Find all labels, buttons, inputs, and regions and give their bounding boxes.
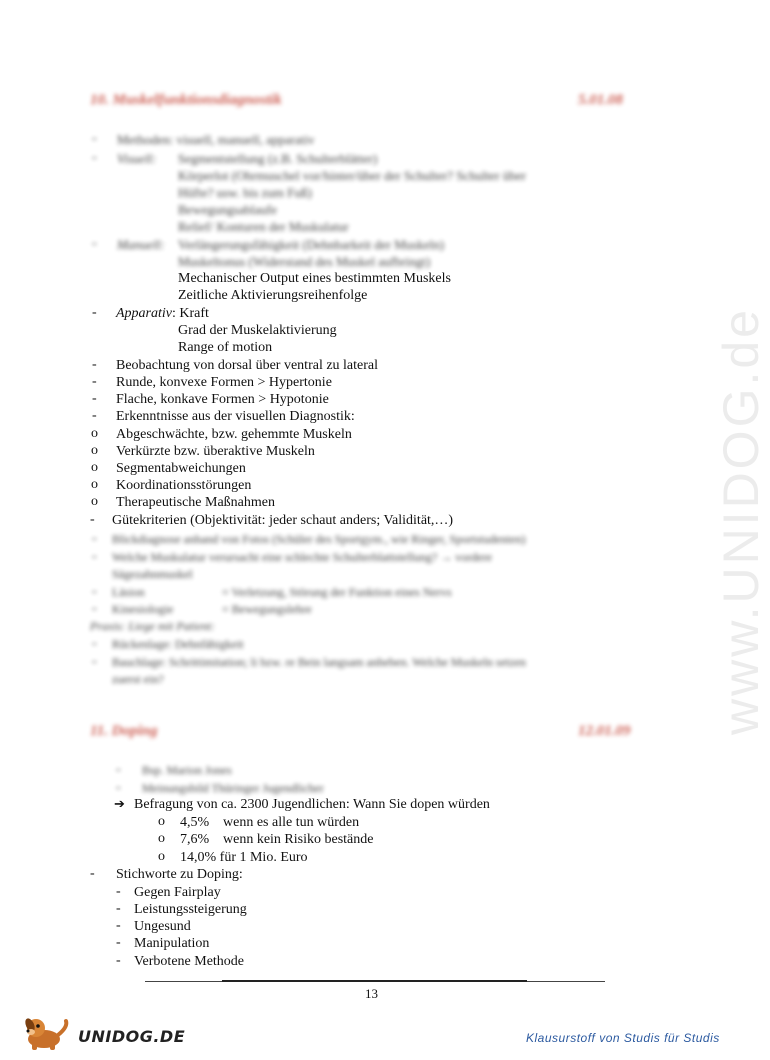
bullet-dash: - <box>92 131 97 146</box>
blurred-line: Läsion <box>112 585 145 599</box>
blurred-line: Muskeltonus (Widerstand des Muskel aufbringt) <box>178 254 431 269</box>
text-line: Zeitliche Aktivierungsreihenfolge <box>178 288 368 303</box>
text-line: wenn kein Risiko bestände <box>223 832 374 847</box>
bullet-dash: - <box>92 391 97 406</box>
text-line: Runde, konvexe Formen > Hypertonie <box>116 375 332 390</box>
bullet-dash: - <box>116 762 121 777</box>
blurred-line: Welche Muskulatur verursacht eine schlechte Schulterblattstellung? → vordere <box>112 550 492 564</box>
bullet-dash: - <box>116 780 121 795</box>
blurred-line: Blickdiagnose anhand von Fotos (Schüler des Sportgym., wie Ringer, Sportstudenten) <box>112 532 526 546</box>
bullet-dash: - <box>92 531 97 546</box>
arrow-icon: ➔ <box>114 796 125 811</box>
section-10-title: 10. Muskelfunktionsdiagnostik <box>90 92 282 108</box>
blurred-line: Visuell: <box>117 151 157 166</box>
text-line: Verbotene Methode <box>134 954 245 969</box>
dog-icon <box>22 1015 78 1051</box>
blurred-line: zuerst ein? <box>112 672 164 686</box>
bullet-dash: - <box>92 654 97 669</box>
page-number: 13 <box>365 986 378 1001</box>
section-11-date: 12.01.09 <box>578 723 631 739</box>
watermark-text: www.UNIDOG.de <box>713 307 769 735</box>
text-line <box>116 305 209 322</box>
text-line: Koordinationsstörungen <box>116 478 252 493</box>
text-line: Erkenntnisse aus der visuellen Diagnostik: <box>116 409 355 424</box>
text-line: 7,6% <box>180 832 210 847</box>
blurred-line: Segmentstellung (z.B. Schulterblätter) <box>178 151 378 166</box>
bullet-circle: o <box>91 460 98 475</box>
blurred-line: Sägezahnmuskel <box>112 567 193 581</box>
blurred-line: Hüfte? usw. bis zum Fuß) <box>178 185 312 200</box>
text-line: Flache, konkave Formen > Hypotonie <box>116 392 329 407</box>
bullet-circle: o <box>158 831 165 846</box>
text-line: Manipulation <box>134 936 210 951</box>
blurred-line: Kinesiologie <box>112 602 174 616</box>
bullet-dash: - <box>116 935 121 950</box>
blurred-line: Methoden: visuell, manuell, apparativ <box>117 132 315 147</box>
text-line: Segmentabweichungen <box>116 461 246 476</box>
text-line: Gegen Fairplay <box>134 885 221 900</box>
blurred-line: Körperlot (Ohrmuschel vor/hinter/über der Schulter? Schulter über <box>178 168 526 183</box>
bullet-dash: - <box>92 150 97 165</box>
bullet-dash: - <box>116 918 121 933</box>
apparativ-value: : Kraft <box>172 306 209 321</box>
bullet-dash: - <box>90 866 95 881</box>
bullet-dash: - <box>92 305 97 320</box>
footer-slogan: Klausurstoff von Studis für Studis <box>526 1031 720 1045</box>
text-line: wenn es alle tun würden <box>223 815 360 830</box>
bullet-circle: o <box>91 494 98 509</box>
bullet-dash: - <box>92 601 97 616</box>
bullet-dash: - <box>116 884 121 899</box>
blurred-line: Relief/ Konturen der Muskulatur <box>178 219 349 234</box>
text-line: Leistungssteigerung <box>134 902 247 917</box>
bullet-circle: o <box>158 849 165 864</box>
bullet-circle: o <box>91 477 98 492</box>
bullet-dash: - <box>92 636 97 651</box>
text-line: Grad der Muskelaktivierung <box>178 323 337 338</box>
bullet-dash: - <box>92 357 97 372</box>
blurred-line: Bsp. Marion Jones <box>142 763 232 777</box>
bullet-circle: o <box>158 814 165 829</box>
watermark <box>658 270 769 740</box>
text-line: Abgeschwächte, bzw. gehemmte Muskeln <box>116 427 352 442</box>
blurred-line: = Verletzung, Störung der Funktion eines Nervs <box>222 585 452 599</box>
blurred-line: Rückenlage: Dehnfähigkeit <box>112 637 244 651</box>
blurred-line: Verlängerungsfähigkeit (Dehnbarkeit der Muskeln) <box>178 237 445 252</box>
text-line: Range of motion <box>178 340 273 355</box>
bullet-dash: - <box>92 236 97 251</box>
text-line: Beobachtung von dorsal über ventral zu lateral <box>116 358 379 373</box>
blurred-line: = Bewegungslehre <box>222 602 312 616</box>
bullet-circle: o <box>91 426 98 441</box>
section-11-title: 11. Doping <box>90 723 158 739</box>
section-10-date: 5.01.08 <box>578 92 623 108</box>
bullet-dash: - <box>92 549 97 564</box>
bullet-circle: o <box>91 443 98 458</box>
bullet-dash: - <box>92 374 97 389</box>
text-line: Gütekriterien (Objektivität: jeder schaut anders; Validität,…) <box>112 513 454 528</box>
text-line: Therapeutische Maßnahmen <box>116 495 275 510</box>
apparativ-label: Apparativ <box>116 306 172 321</box>
unidog-logo <box>22 1015 186 1049</box>
blurred-line: Manuell: <box>117 237 165 252</box>
bullet-dash: - <box>116 953 121 968</box>
text-line: 14,0% für 1 Mio. Euro <box>180 850 308 865</box>
text-line: 4,5% <box>180 815 210 830</box>
blurred-line: Bauchlage: Schrittimitation; li bzw. re Bein langsam anheben. Welche Muskeln setzen <box>112 655 526 669</box>
text-line: Ungesund <box>134 919 191 934</box>
text-line: Stichworte zu Doping: <box>116 867 243 882</box>
bullet-dash: - <box>92 584 97 599</box>
bullet-dash: - <box>92 408 97 423</box>
bullet-dash: - <box>90 512 95 527</box>
text-line: Verkürzte bzw. überaktive Muskeln <box>116 444 315 459</box>
text-line: Mechanischer Output eines bestimmten Muskels <box>178 271 451 286</box>
text-line: Befragung von ca. 2300 Jugendlichen: Wann Sie dopen würden <box>134 797 490 812</box>
blurred-line: Praxis: Liege mit Patient: <box>90 619 215 633</box>
bullet-dash: - <box>116 901 121 916</box>
blurred-line: Meinungsbild Thüringer Jugendlicher <box>142 781 324 795</box>
footer-divider-bold <box>222 980 527 982</box>
blurred-line: Bewegungsablaufe <box>178 202 277 217</box>
logo-text: UNIDOG.DE <box>78 1027 186 1046</box>
